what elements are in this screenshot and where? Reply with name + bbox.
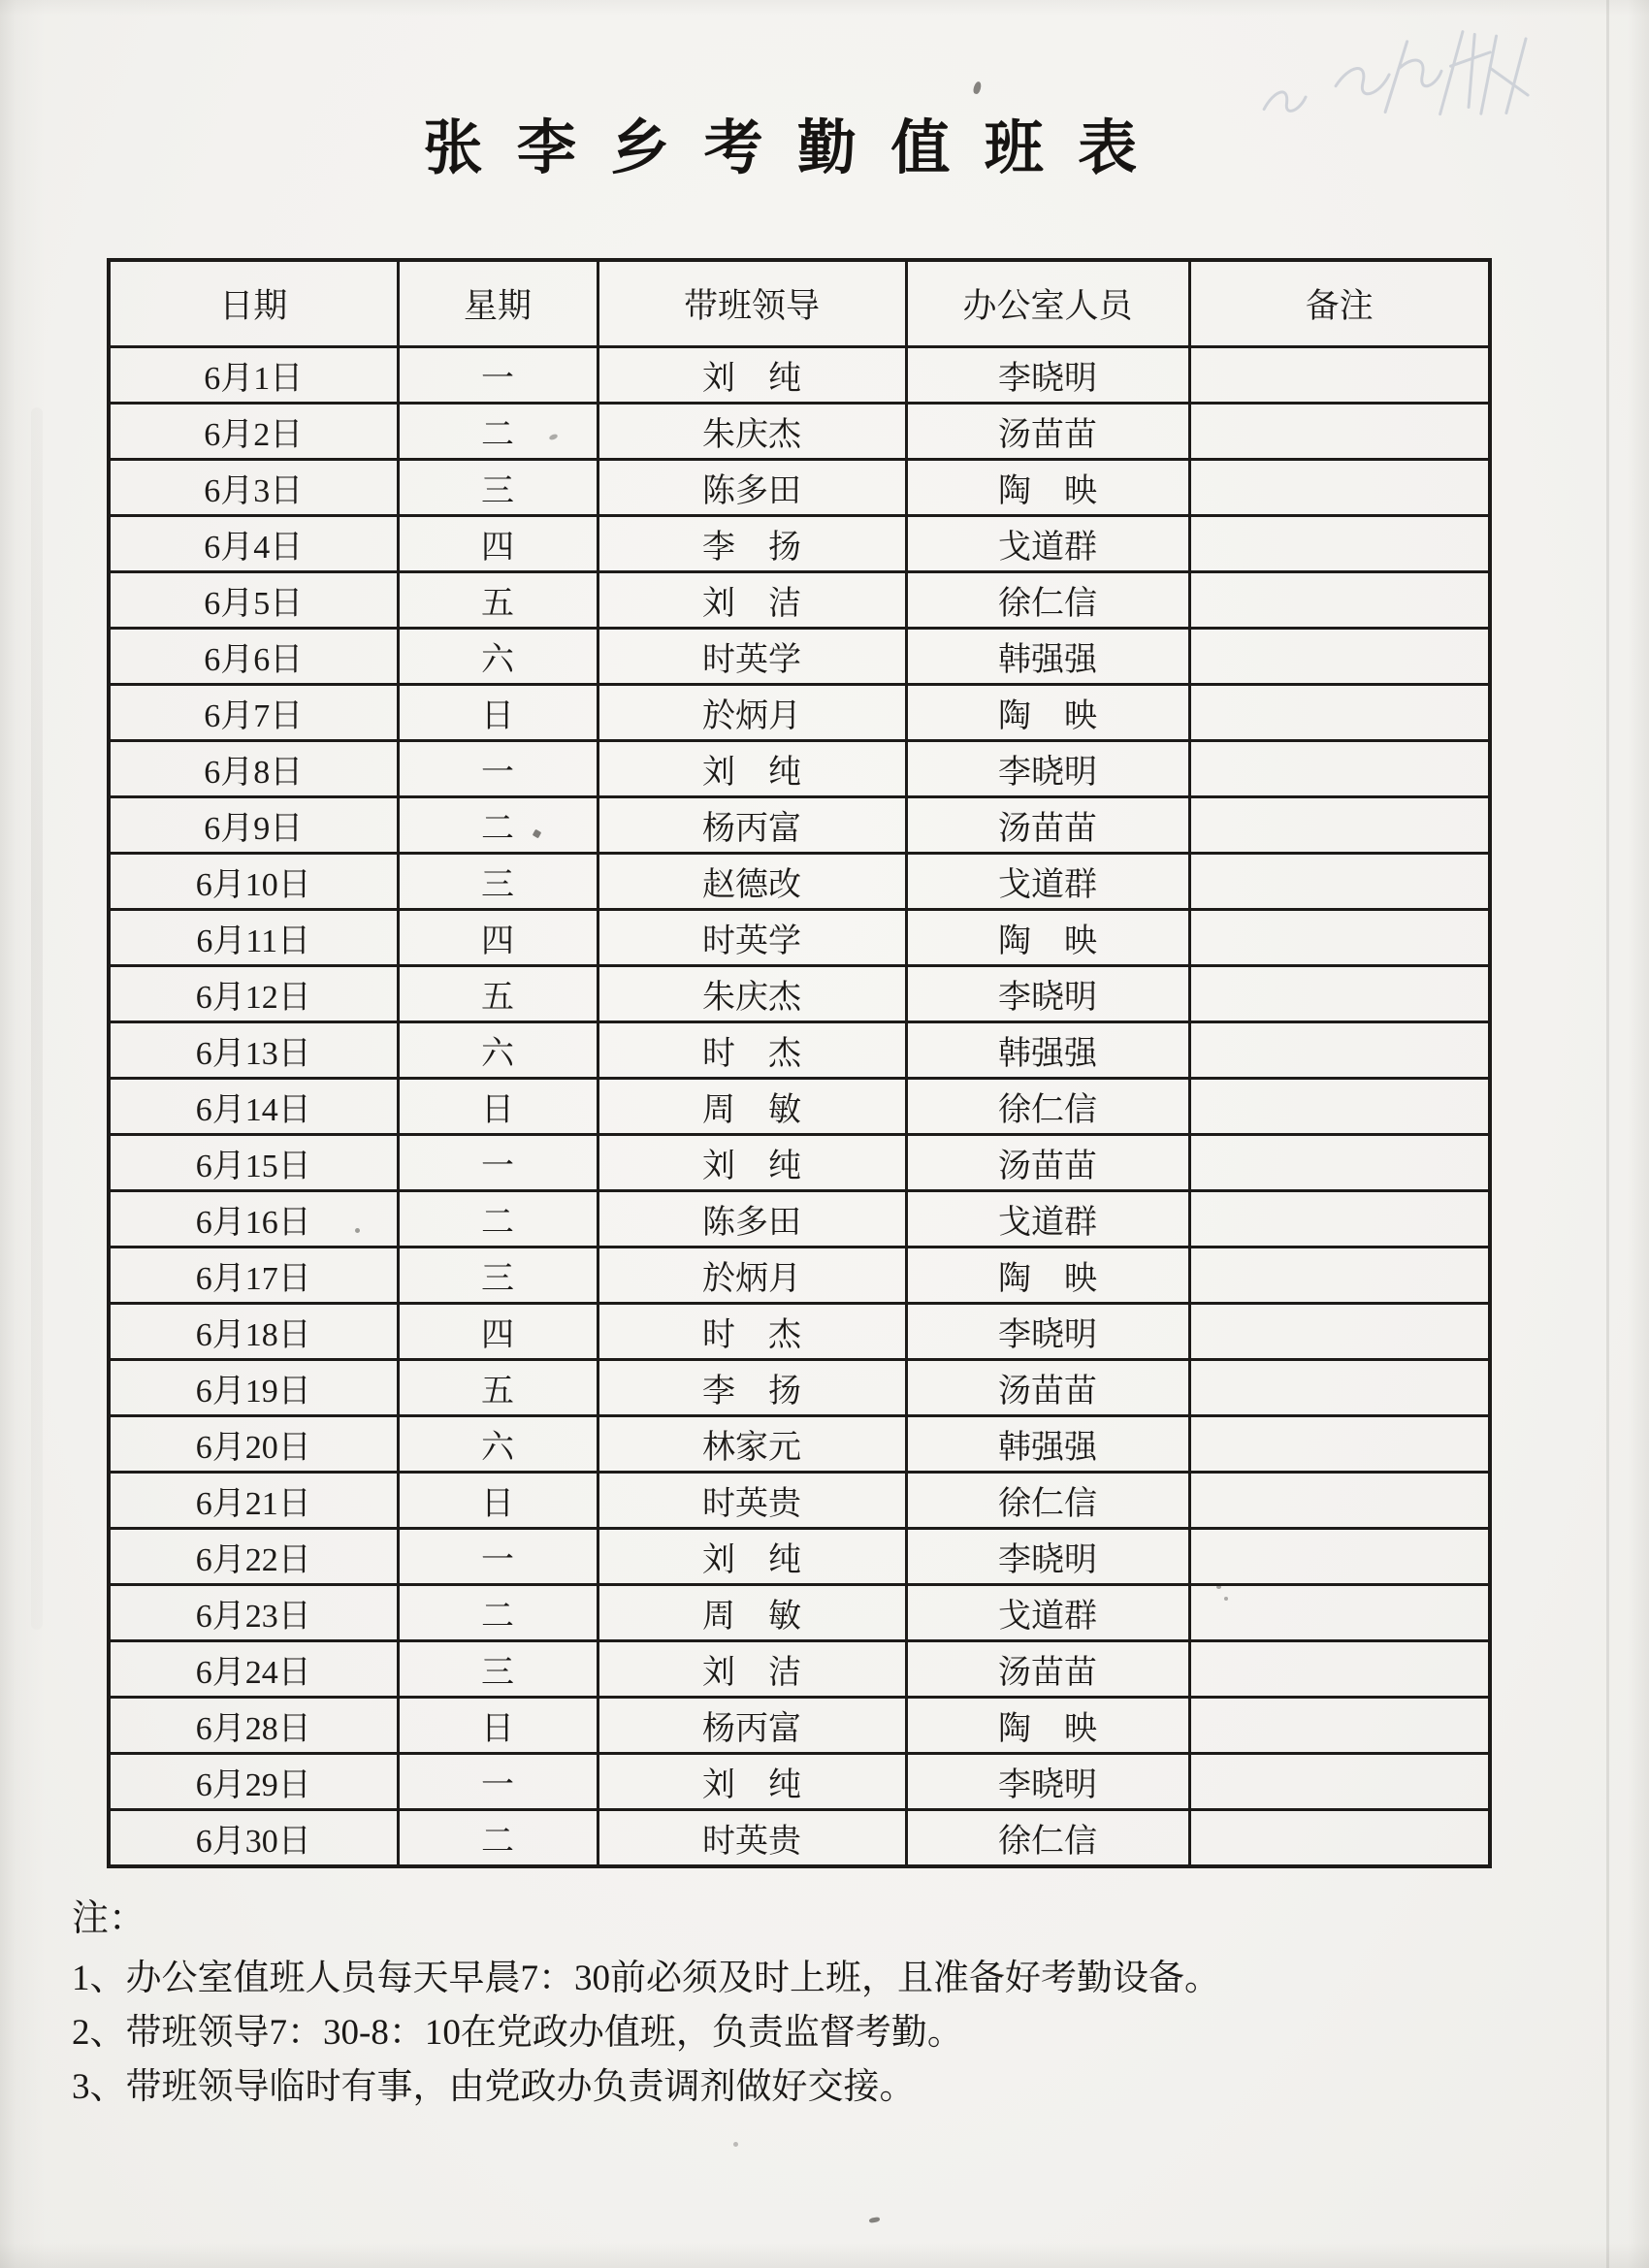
cell-staff: 徐仁信: [906, 1473, 1189, 1529]
cell-remark: [1189, 404, 1490, 460]
table-row: [109, 1135, 1490, 1191]
cell-staff: 李晓明: [906, 1529, 1189, 1585]
cell-weekday: 五: [398, 572, 598, 629]
notes-heading: 注：: [72, 1898, 146, 1939]
cell-leader: 时英学: [598, 910, 906, 966]
cell-date: 6月4日: [109, 516, 398, 572]
cell-remark: [1189, 1360, 1490, 1416]
cell-date: 6月19日: [109, 1360, 398, 1416]
table-row: [109, 347, 1490, 404]
cell-remark: [1189, 910, 1490, 966]
table-row: [109, 1698, 1490, 1754]
table-row: [109, 572, 1490, 629]
cell-weekday: 日: [398, 1079, 598, 1135]
cell-leader: 时英学: [598, 629, 906, 685]
cell-date: 6月23日: [109, 1585, 398, 1641]
table-row: [109, 1754, 1490, 1810]
cell-date: 6月7日: [109, 685, 398, 741]
cell-remark: [1189, 1247, 1490, 1304]
cell-staff: 韩强强: [906, 629, 1189, 685]
cell-staff: 汤苗苗: [906, 404, 1189, 460]
cell-leader: 陈多田: [598, 460, 906, 516]
cell-date: 6月13日: [109, 1022, 398, 1079]
table-row: [109, 797, 1490, 854]
cell-weekday: 五: [398, 1360, 598, 1416]
cell-weekday: 五: [398, 966, 598, 1022]
cell-date: 6月30日: [109, 1810, 398, 1867]
cell-weekday: 四: [398, 910, 598, 966]
notes-list: [72, 1957, 1430, 2110]
page-title: 张李乡考勤值班表: [423, 116, 1172, 181]
cell-leader: 陈多田: [598, 1191, 906, 1247]
cell-leader: 周 敏: [598, 1585, 906, 1641]
cell-date: 6月9日: [109, 797, 398, 854]
cell-staff: 韩强强: [906, 1022, 1189, 1079]
cell-leader: 刘 纯: [598, 1754, 906, 1810]
cell-date: 6月10日: [109, 854, 398, 910]
cell-remark: [1189, 854, 1490, 910]
cell-weekday: 三: [398, 460, 598, 516]
table-row: [109, 629, 1490, 685]
scan-streak-left: [31, 407, 43, 1630]
cell-staff: 李晓明: [906, 966, 1189, 1022]
cell-leader: 於炳月: [598, 1247, 906, 1304]
cell-remark: [1189, 1022, 1490, 1079]
cell-date: 6月16日: [109, 1191, 398, 1247]
cell-staff: 陶 映: [906, 1247, 1189, 1304]
cell-staff: 汤苗苗: [906, 797, 1189, 854]
cell-date: 6月17日: [109, 1247, 398, 1304]
cell-date: 6月28日: [109, 1698, 398, 1754]
cell-leader: 时 杰: [598, 1304, 906, 1360]
cell-leader: 刘 洁: [598, 1641, 906, 1698]
cell-remark: [1189, 629, 1490, 685]
table-row: [109, 1473, 1490, 1529]
cell-remark: [1189, 1079, 1490, 1135]
cell-weekday: 六: [398, 1416, 598, 1473]
cell-date: 6月3日: [109, 460, 398, 516]
cell-weekday: 二: [398, 1191, 598, 1247]
table-row: [109, 1304, 1490, 1360]
cell-weekday: 二: [398, 404, 598, 460]
table-row: [109, 1810, 1490, 1867]
cell-remark: [1189, 1473, 1490, 1529]
cell-leader: 周 敏: [598, 1079, 906, 1135]
cell-date: 6月14日: [109, 1079, 398, 1135]
cell-staff: 陶 映: [906, 910, 1189, 966]
cell-remark: [1189, 1135, 1490, 1191]
cell-leader: 杨丙富: [598, 1698, 906, 1754]
cell-date: 6月6日: [109, 629, 398, 685]
cell-staff: 陶 映: [906, 460, 1189, 516]
cell-staff: 陶 映: [906, 685, 1189, 741]
cell-staff: 戈道群: [906, 854, 1189, 910]
cell-weekday: 一: [398, 347, 598, 404]
cell-remark: [1189, 1810, 1490, 1867]
cell-date: 6月12日: [109, 966, 398, 1022]
cell-weekday: 日: [398, 685, 598, 741]
scan-speck: [869, 2217, 881, 2223]
cell-staff: 李晓明: [906, 347, 1189, 404]
cell-remark: [1189, 1585, 1490, 1641]
cell-leader: 赵德改: [598, 854, 906, 910]
duty-table-body: [109, 347, 1490, 1867]
cell-leader: 刘 洁: [598, 572, 906, 629]
cell-leader: 李 扬: [598, 516, 906, 572]
header-date: 日期: [109, 260, 398, 347]
cell-staff: 汤苗苗: [906, 1360, 1189, 1416]
cell-remark: [1189, 797, 1490, 854]
cell-leader: 李 扬: [598, 1360, 906, 1416]
cell-weekday: 六: [398, 1022, 598, 1079]
cell-date: 6月22日: [109, 1529, 398, 1585]
table-row: [109, 1360, 1490, 1416]
table-row: [109, 1022, 1490, 1079]
notes-section: [72, 1888, 1430, 2120]
cell-weekday: 日: [398, 1473, 598, 1529]
cell-date: 6月2日: [109, 404, 398, 460]
cell-remark: [1189, 966, 1490, 1022]
duty-table: [107, 258, 1492, 1868]
cell-leader: 时 杰: [598, 1022, 906, 1079]
cell-date: 6月8日: [109, 741, 398, 797]
table-row: [109, 516, 1490, 572]
cell-date: 6月21日: [109, 1473, 398, 1529]
cell-weekday: 一: [398, 1754, 598, 1810]
note-item: 2、带班领导7：30-8：10在党政办值班，负责监督考勤。: [72, 2013, 963, 2053]
cell-leader: 朱庆杰: [598, 404, 906, 460]
cell-staff: 徐仁信: [906, 1079, 1189, 1135]
cell-weekday: 一: [398, 1135, 598, 1191]
cell-weekday: 六: [398, 629, 598, 685]
scan-streak-right: [1606, 0, 1609, 2268]
table-row: [109, 1247, 1490, 1304]
cell-leader: 时英贵: [598, 1810, 906, 1867]
cell-staff: 戈道群: [906, 1191, 1189, 1247]
cell-remark: [1189, 1754, 1490, 1810]
cell-remark: [1189, 460, 1490, 516]
table-row: [109, 460, 1490, 516]
table-row: [109, 741, 1490, 797]
cell-date: 6月5日: [109, 572, 398, 629]
cell-remark: [1189, 572, 1490, 629]
cell-staff: 戈道群: [906, 1585, 1189, 1641]
cell-staff: 徐仁信: [906, 572, 1189, 629]
note-item: 1、办公室值班人员每天早晨7：30前必须及时上班，且准备好考勤设备。: [72, 1959, 1220, 1998]
table-row: [109, 1641, 1490, 1698]
cell-remark: [1189, 347, 1490, 404]
cell-remark: [1189, 1641, 1490, 1698]
table-header-row: [109, 260, 1490, 347]
cell-weekday: 日: [398, 1698, 598, 1754]
cell-leader: 林家元: [598, 1416, 906, 1473]
note-item: 3、带班领导临时有事，由党政办负责调剂做好交接。: [72, 2067, 916, 2107]
cell-date: 6月18日: [109, 1304, 398, 1360]
cell-weekday: 四: [398, 1304, 598, 1360]
table-row: [109, 1529, 1490, 1585]
cell-weekday: 四: [398, 516, 598, 572]
cell-remark: [1189, 741, 1490, 797]
cell-weekday: 一: [398, 1529, 598, 1585]
cell-leader: 时英贵: [598, 1473, 906, 1529]
cell-staff: 陶 映: [906, 1698, 1189, 1754]
table-row: [109, 1585, 1490, 1641]
cell-remark: [1189, 1529, 1490, 1585]
cell-leader: 於炳月: [598, 685, 906, 741]
cell-staff: 戈道群: [906, 516, 1189, 572]
cell-staff: 徐仁信: [906, 1810, 1189, 1867]
cell-remark: [1189, 1698, 1490, 1754]
cell-date: 6月24日: [109, 1641, 398, 1698]
header-remark: 备注: [1189, 260, 1490, 347]
cell-weekday: 一: [398, 741, 598, 797]
cell-date: 6月15日: [109, 1135, 398, 1191]
cell-date: 6月1日: [109, 347, 398, 404]
cell-remark: [1189, 516, 1490, 572]
cell-leader: 刘 纯: [598, 1529, 906, 1585]
cell-staff: 李晓明: [906, 1304, 1189, 1360]
cell-staff: 汤苗苗: [906, 1135, 1189, 1191]
table-row: [109, 910, 1490, 966]
header-leader: 带班领导: [598, 260, 906, 347]
cell-leader: 刘 纯: [598, 741, 906, 797]
scan-speck: [733, 2142, 738, 2147]
cell-leader: 刘 纯: [598, 347, 906, 404]
table-row: [109, 1079, 1490, 1135]
cell-date: 6月29日: [109, 1754, 398, 1810]
table-row: [109, 854, 1490, 910]
table-row: [109, 404, 1490, 460]
cell-remark: [1189, 1416, 1490, 1473]
table-row: [109, 1191, 1490, 1247]
cell-remark: [1189, 1304, 1490, 1360]
table-row: [109, 1416, 1490, 1473]
cell-weekday: 三: [398, 1247, 598, 1304]
cell-staff: 汤苗苗: [906, 1641, 1189, 1698]
cell-remark: [1189, 685, 1490, 741]
cell-leader: 朱庆杰: [598, 966, 906, 1022]
cell-date: 6月11日: [109, 910, 398, 966]
cell-leader: 刘 纯: [598, 1135, 906, 1191]
cell-remark: [1189, 1191, 1490, 1247]
cell-staff: 李晓明: [906, 741, 1189, 797]
cell-weekday: 二: [398, 797, 598, 854]
header-weekday: 星期: [398, 260, 598, 347]
cell-staff: 韩强强: [906, 1416, 1189, 1473]
cell-weekday: 二: [398, 1585, 598, 1641]
header-office-staff: 办公室人员: [906, 260, 1189, 347]
table-row: [109, 685, 1490, 741]
cell-weekday: 三: [398, 854, 598, 910]
cell-weekday: 三: [398, 1641, 598, 1698]
table-row: [109, 966, 1490, 1022]
cell-leader: 杨丙富: [598, 797, 906, 854]
scan-speck: [972, 81, 982, 94]
cell-weekday: 二: [398, 1810, 598, 1867]
cell-date: 6月20日: [109, 1416, 398, 1473]
cell-staff: 李晓明: [906, 1754, 1189, 1810]
